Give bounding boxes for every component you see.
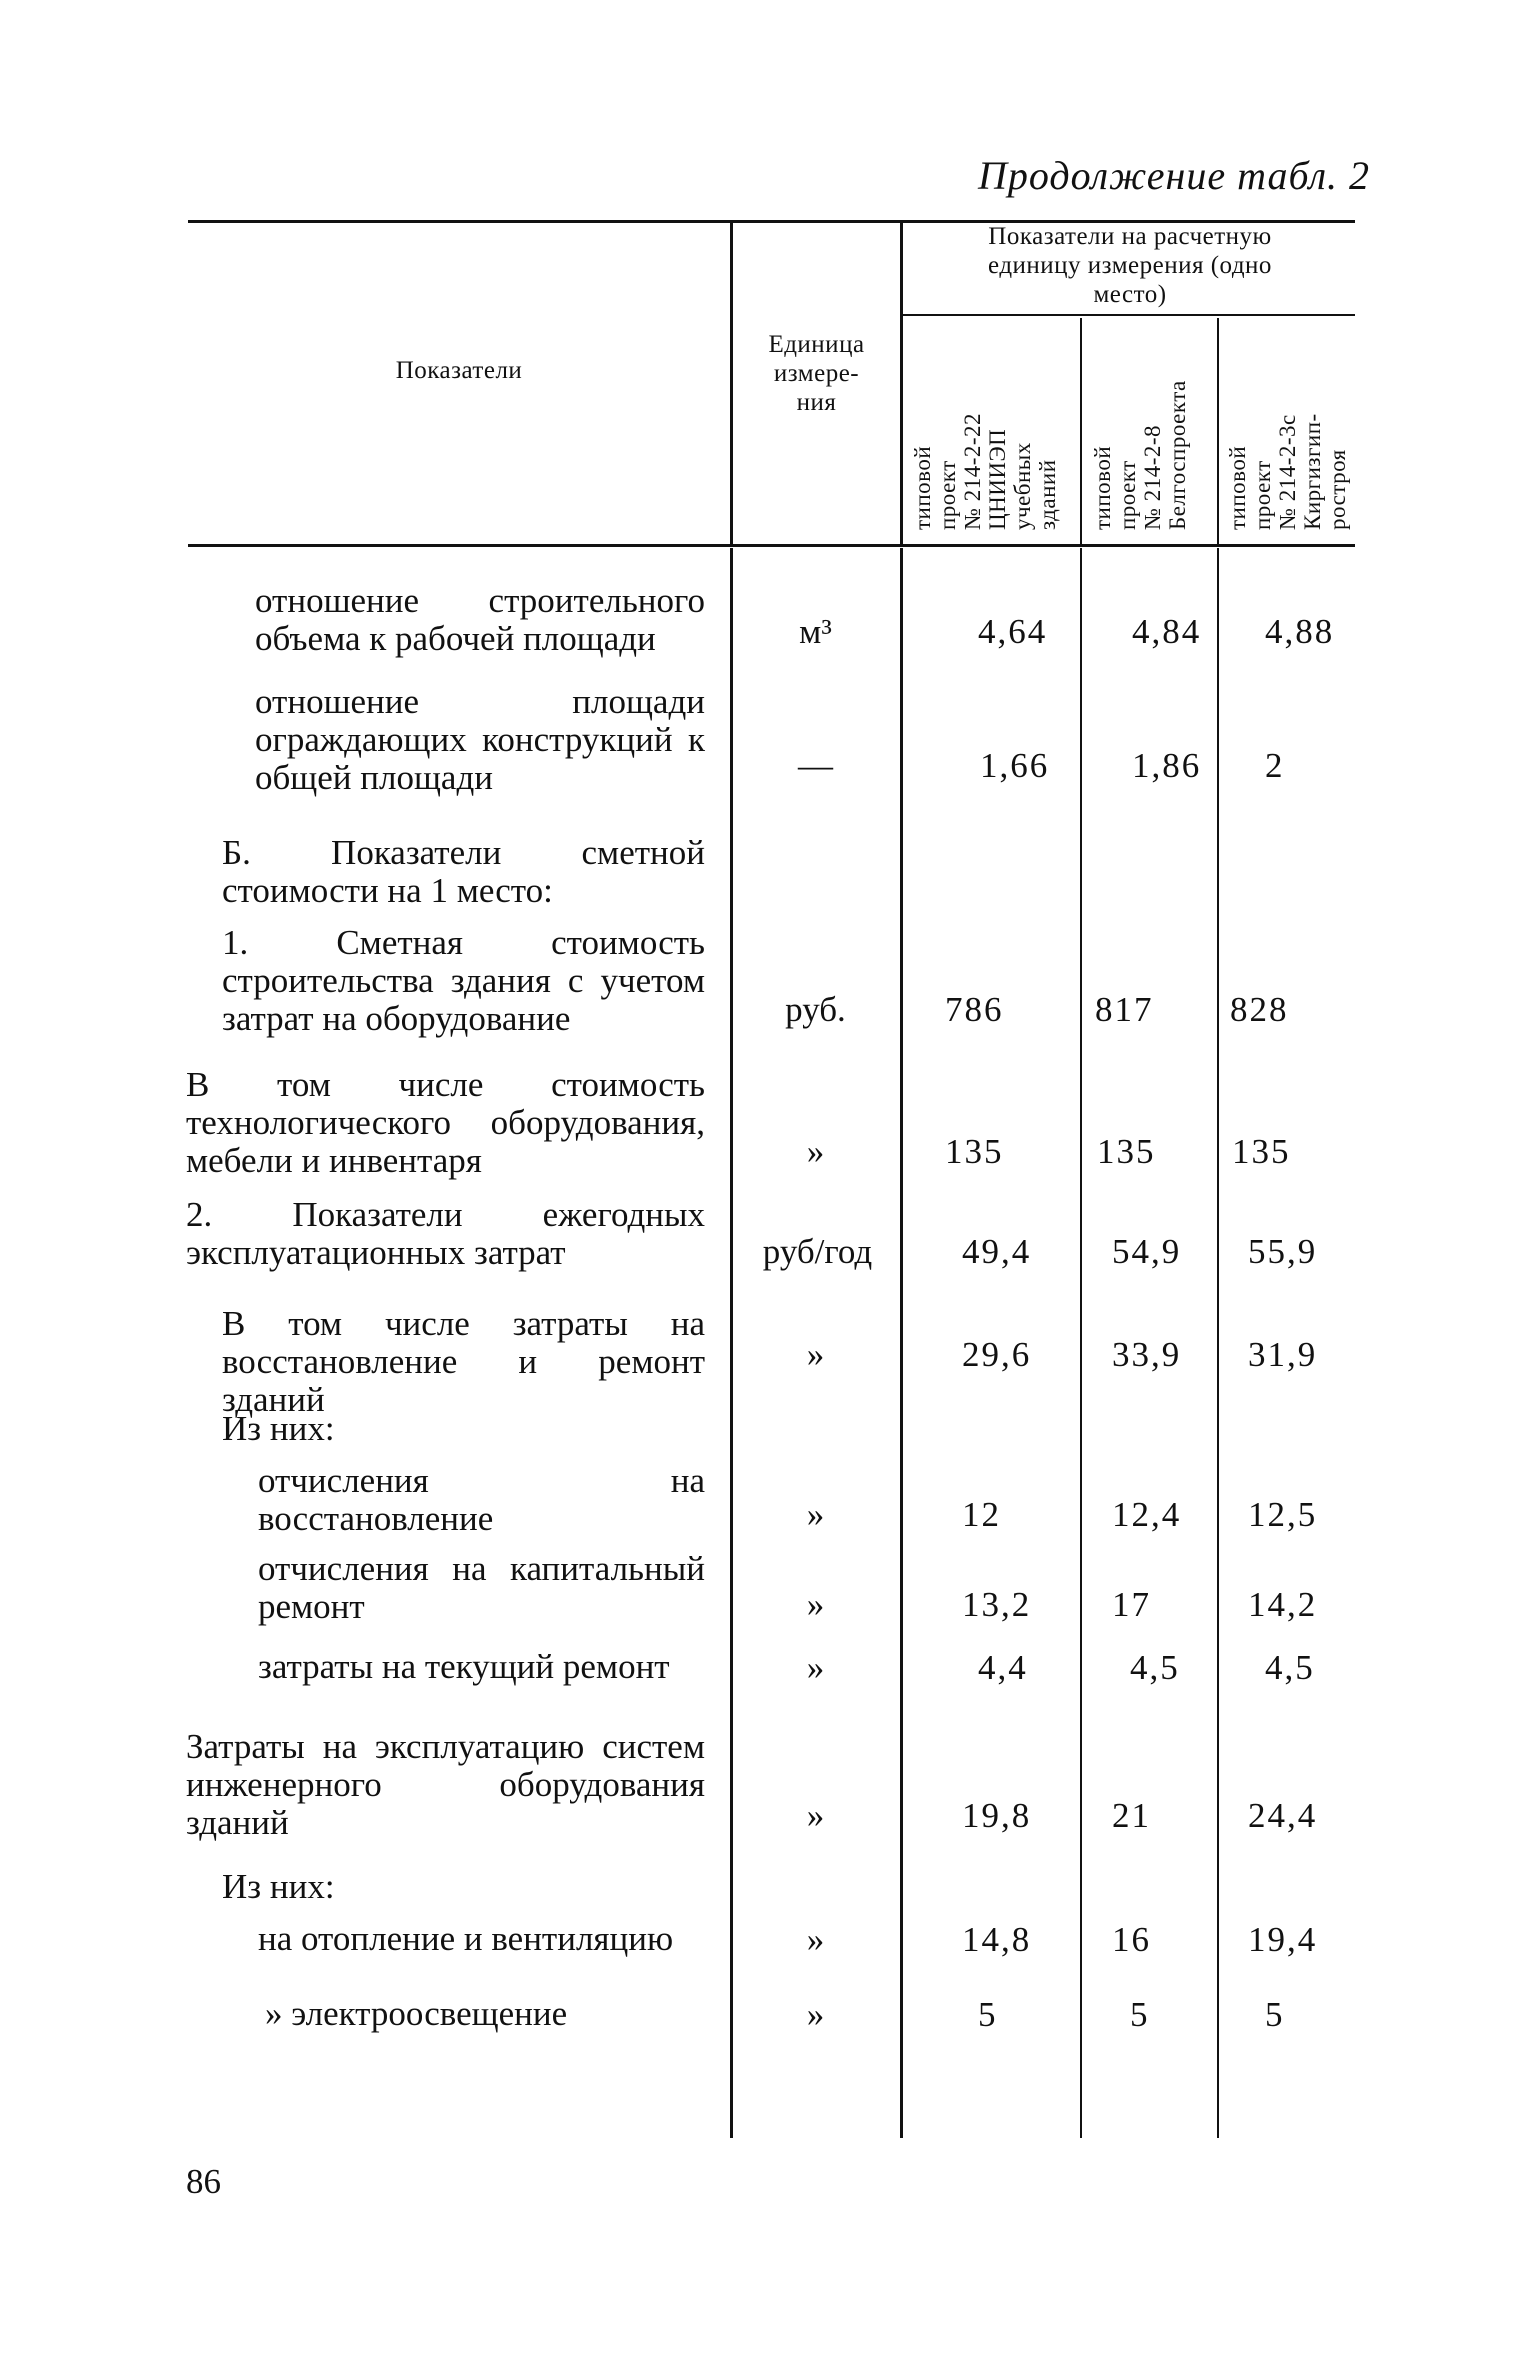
row-value-1: 12 bbox=[962, 1495, 1001, 1534]
page-number: 86 bbox=[186, 2162, 221, 2201]
row-label: В том числе затраты на восстановление и ремонт зданий bbox=[222, 1304, 705, 1419]
row-unit: » bbox=[806, 1132, 825, 1171]
row-value-1: 135 bbox=[945, 1132, 1004, 1171]
row-value-1: 4,64 bbox=[978, 612, 1048, 651]
project-rule-1 bbox=[1080, 548, 1082, 2138]
row-value-1: 4,4 bbox=[978, 1648, 1028, 1687]
header-project-1: типовой проект № 214-2-22 ЦНИИЭП учебных зданий bbox=[910, 412, 1060, 530]
row-value-2: 21 bbox=[1112, 1796, 1151, 1835]
row-value-3: 828 bbox=[1230, 990, 1289, 1029]
row-value-1: 19,8 bbox=[962, 1796, 1032, 1835]
row-value-2: 33,9 bbox=[1112, 1335, 1182, 1374]
row-value-2: 4,5 bbox=[1130, 1648, 1180, 1687]
row-unit: » bbox=[806, 1796, 825, 1835]
row-value-1: 29,6 bbox=[962, 1335, 1032, 1374]
row-label: отчисления на капитальный ремонт bbox=[258, 1549, 705, 1626]
row-unit: » bbox=[806, 1648, 825, 1687]
row-label: отношение строительного объема к рабочей площади bbox=[255, 581, 705, 658]
header-indicator: Показатели bbox=[395, 357, 523, 384]
row-value-3: 5 bbox=[1265, 1995, 1285, 2034]
row-value-3: 135 bbox=[1232, 1132, 1291, 1171]
row-unit: » bbox=[806, 1585, 825, 1624]
row-label: 1. Сметная стоимость строительства здания с учетом затрат на оборудование bbox=[222, 923, 705, 1038]
row-value-3: 4,88 bbox=[1265, 612, 1335, 651]
row-value-3: 14,2 bbox=[1248, 1585, 1318, 1624]
row-value-2: 5 bbox=[1130, 1995, 1150, 2034]
row-value-1: 1,66 bbox=[980, 746, 1050, 785]
row-value-3: 55,9 bbox=[1248, 1232, 1318, 1271]
table-caption: Продолжение табл. 2 bbox=[978, 153, 1371, 198]
row-unit: — bbox=[798, 746, 833, 785]
row-label: на отопление и вентиляцию bbox=[258, 1919, 674, 1958]
header-group: Показатели на расчетную единицу измерения (одно место) bbox=[988, 223, 1272, 308]
header-project-3: типовой проект № 214-2-3с Киргизгип- ростроя bbox=[1225, 413, 1350, 530]
row-unit: » bbox=[806, 1335, 825, 1374]
row-label: Затраты на эксплуатацию систем инженерного оборудования зданий bbox=[186, 1727, 705, 1842]
project-rule-2 bbox=[1217, 548, 1219, 2138]
project-rule-1-header bbox=[1080, 318, 1082, 544]
group-header-rule bbox=[903, 314, 1355, 316]
row-value-2: 135 bbox=[1097, 1132, 1156, 1171]
row-value-2: 54,9 bbox=[1112, 1232, 1182, 1271]
row-unit: » bbox=[806, 1495, 825, 1534]
row-unit: руб. bbox=[785, 990, 846, 1029]
row-value-2: 17 bbox=[1112, 1585, 1151, 1624]
row-value-1: 14,8 bbox=[962, 1920, 1032, 1959]
row-value-3: 24,4 bbox=[1248, 1796, 1318, 1835]
section-heading: Б. Показатели сметной стоимости на 1 место: bbox=[222, 833, 705, 910]
row-value-3: 4,5 bbox=[1265, 1648, 1315, 1687]
row-label: 2. Показатели ежегодных эксплуатационных затрат bbox=[186, 1195, 705, 1272]
row-value-3: 2 bbox=[1265, 746, 1285, 785]
row-unit: » bbox=[806, 1920, 825, 1959]
row-label: В том числе стоимость технологического оборудования, мебели и инвентаря bbox=[186, 1065, 705, 1180]
row-value-3: 31,9 bbox=[1248, 1335, 1318, 1374]
row-unit: руб/год bbox=[762, 1232, 873, 1271]
row-value-1: 13,2 bbox=[962, 1585, 1032, 1624]
row-value-3: 19,4 bbox=[1248, 1920, 1318, 1959]
value-column-rule-header bbox=[900, 220, 903, 544]
row-value-2: 16 bbox=[1112, 1920, 1151, 1959]
row-value-3: 12,5 bbox=[1248, 1495, 1318, 1534]
row-unit: м³ bbox=[799, 612, 832, 651]
row-value-2: 817 bbox=[1095, 990, 1154, 1029]
header-bottom-rule bbox=[188, 544, 1355, 547]
header-unit: Единица измере- ния bbox=[768, 331, 865, 416]
row-value-1: 49,4 bbox=[962, 1232, 1032, 1271]
row-value-2: 12,4 bbox=[1112, 1495, 1182, 1534]
row-value-2: 1,86 bbox=[1132, 746, 1202, 785]
row-label: отношение площади ограждающих конструкций к общей площади bbox=[255, 682, 705, 797]
subsection-heading: Из них: bbox=[222, 1409, 335, 1448]
row-value-1: 5 bbox=[978, 1995, 998, 2034]
row-value-2: 4,84 bbox=[1132, 612, 1202, 651]
project-rule-2-header bbox=[1217, 318, 1219, 544]
subsection-heading: Из них: bbox=[222, 1867, 335, 1906]
row-label: затраты на текущий ремонт bbox=[258, 1647, 670, 1686]
row-label: отчисления на восстановление bbox=[258, 1461, 705, 1538]
row-label: » электроосвещение bbox=[265, 1994, 568, 2033]
row-unit: » bbox=[806, 1995, 825, 2034]
header-project-2: типовой проект № 214-2-8 Белгоспроекта bbox=[1090, 380, 1190, 530]
row-value-1: 786 bbox=[945, 990, 1004, 1029]
